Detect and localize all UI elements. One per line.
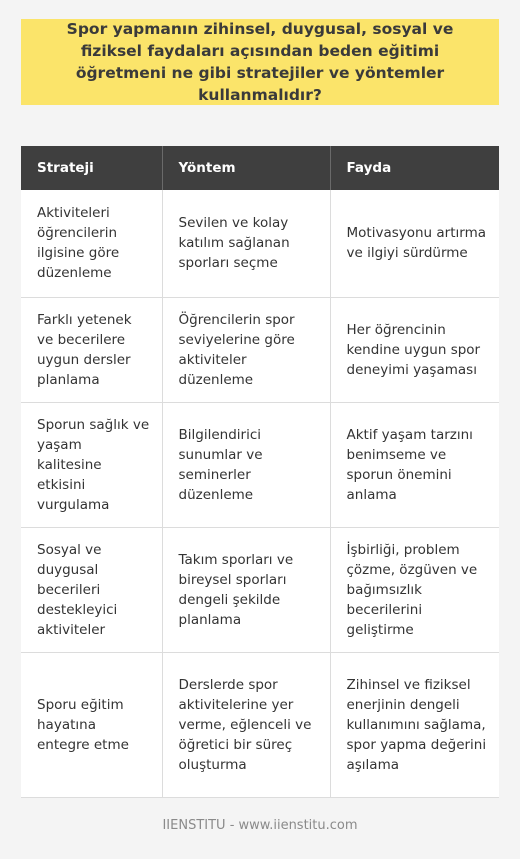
footer-source: IIENSTITU - www.iienstitu.com (162, 818, 358, 833)
table-header-row (21, 146, 499, 190)
cell-fayda: İşbirliği, problem çözme, özgüven ve bağımsızlık becerilerini geliştirme (330, 527, 499, 652)
page-title: Spor yapmanın zihinsel, duygusal, sosyal ve fiziksel faydaları açısından beden eğitimi öğretmeni ne gibi stratejiler ve yöntemler kullanmalıdır? (66, 20, 454, 104)
cell-yontem: Derslerde spor aktivitelerine yer verme, eğlenceli ve öğretici bir süreç oluşturma (162, 652, 330, 797)
cell-fayda: Motivasyonu artırma ve ilgiyi sürdürme (330, 190, 499, 297)
header-strateji: Strateji (21, 146, 162, 190)
cell-yontem: Öğrencilerin spor seviyelerine göre aktiviteler düzenleme (162, 297, 330, 402)
strategy-table (21, 146, 499, 798)
cell-strateji: Farklı yetenek ve becerilere uygun dersler planlama (21, 297, 162, 402)
title-banner (21, 19, 499, 105)
cell-yontem: Sevilen ve kolay katılım sağlanan sporları seçme (162, 190, 330, 297)
cell-yontem: Bilgilendirici sunumlar ve seminerler düzenleme (162, 402, 330, 527)
cell-strateji: Aktiviteleri öğrencilerin ilgisine göre düzenleme (21, 190, 162, 297)
cell-fayda: Aktif yaşam tarzını benimseme ve sporun önemini anlama (330, 402, 499, 527)
table-row (21, 297, 499, 402)
header-yontem: Yöntem (162, 146, 330, 190)
table-row (21, 652, 499, 797)
cell-strateji: Sporu eğitim hayatına entegre etme (21, 652, 162, 797)
header-fayda: Fayda (330, 146, 499, 190)
table-row (21, 190, 499, 297)
cell-yontem: Takım sporları ve bireysel sporları dengeli şekilde planlama (162, 527, 330, 652)
table-row (21, 527, 499, 652)
cell-fayda: Her öğrencinin kendine uygun spor deneyimi yaşaması (330, 297, 499, 402)
cell-strateji: Sporun sağlık ve yaşam kalitesine etkisini vurgulama (21, 402, 162, 527)
cell-strateji: Sosyal ve duygusal becerileri destekleyici aktiviteler (21, 527, 162, 652)
table-row (21, 402, 499, 527)
cell-fayda: Zihinsel ve fiziksel enerjinin dengeli kullanımını sağlama, spor yapma değerini aşılama (330, 652, 499, 797)
